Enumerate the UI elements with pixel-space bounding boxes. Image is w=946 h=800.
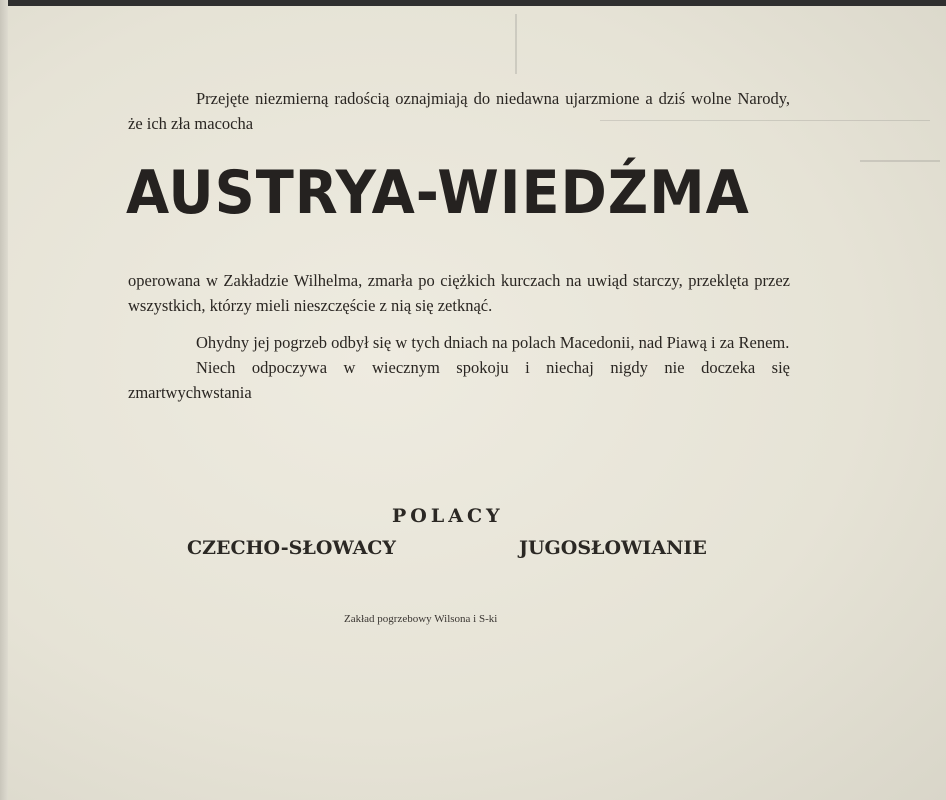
bleed-through-rule xyxy=(515,14,517,74)
notice-intro xyxy=(128,86,790,136)
signatory-czecho-slowacy: CZECHO-SŁOWACY xyxy=(187,537,396,559)
body-paragraph-3: Niech odpoczywa w wiecznym spokoju i niechaj nigdy nie doczeka się zmartwychwstania xyxy=(128,358,790,402)
page-top-border xyxy=(0,0,946,6)
intro-paragraph: Przejęte niezmierną radością oznajmiają do niedawna ujarzmione a dziś wolne Narody, że ich zła macocha xyxy=(128,89,790,133)
signatory-polacy: POLACY xyxy=(392,505,504,527)
funeral-home-footer: Zakład pogrzebowy Wilsona i S-ki xyxy=(344,613,498,625)
body-paragraph-1: operowana w Zakładzie Wilhelma, zmarła po ciężkich kurczach na uwiąd starczy, przeklęta przez wszystkich, którzy mieli nieszczęście z nią się zetknąć. xyxy=(128,271,790,315)
bleed-through-rule xyxy=(860,160,940,162)
notice-body xyxy=(128,268,790,405)
notice-title: AUSTRYA-WIEDŹMA xyxy=(126,158,750,228)
body-paragraph-2: Ohydny jej pogrzeb odbył się w tych dniach na polach Macedonii, nad Piawą i za Renem. xyxy=(196,333,790,352)
signatory-jugoslowianie: JUGOSŁOWIANIE xyxy=(519,537,707,559)
page-left-edge xyxy=(0,0,8,800)
